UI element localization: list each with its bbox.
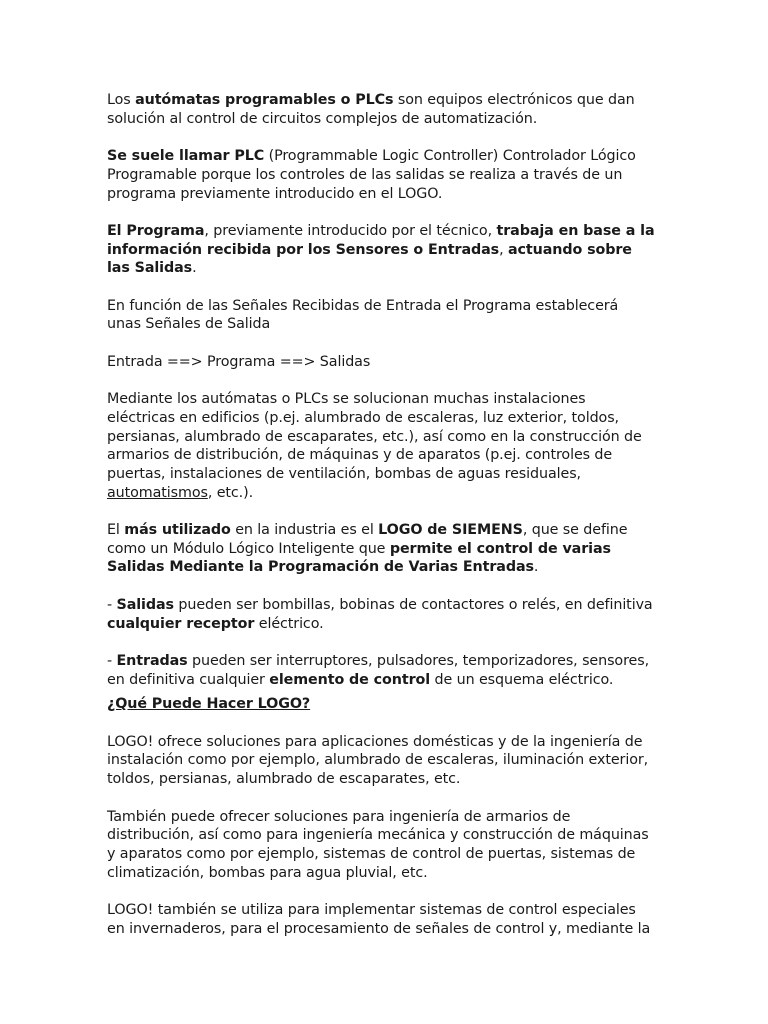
text: LOGO! también se utiliza para implementar sistemas de control especiales en invernaderos, para el procesamiento de señales de control y, mediante la [107, 902, 651, 937]
bold-text: actuando sobre las Salidas [107, 241, 632, 277]
paragraph-logo-siemens [107, 521, 655, 577]
text: pueden ser interruptores, pulsadores, temporizadores, sensores, en definitiva cualquier [107, 652, 650, 688]
bold-text: Entradas [116, 652, 188, 669]
bold-text: Se suele llamar PLC [107, 148, 265, 165]
text: son equipos electrónicos que dan solución al control de circuitos complejos de automatización. [107, 92, 635, 127]
text: Entrada ==> Programa ==> Salidas [107, 353, 371, 370]
paragraph-invernaderos [107, 901, 655, 938]
paragraph-senales [107, 297, 655, 334]
text: , que se define como un Módulo Lógico Inteligente que [107, 522, 628, 557]
bold-text: cualquier receptor [107, 615, 255, 632]
text: . [192, 260, 197, 277]
section-heading: ¿Qué Puede Hacer LOGO? [107, 696, 311, 713]
text: . [533, 559, 539, 576]
paragraph-plc-name [107, 147, 655, 203]
text: - [107, 596, 117, 613]
paragraph-salidas [107, 596, 655, 633]
text: Mediante los autómatas o PLCs se solucionan muchas instalaciones eléctricas en edificios (p.ej. alumbrado de escaleras, luz exterior, toldos, persianas, alumbrado de escaparates, etc.), así como en la construcción de armarios de distribución, de máquinas y de aparatos (p.ej. controles de puertas, instalaciones de ventilación, bombas de aguas residuales, [107, 391, 642, 482]
text: Los [107, 92, 136, 108]
bold-text: LOGO de SIEMENS [378, 522, 523, 539]
text: - [107, 652, 117, 669]
paragraph-tambien [107, 808, 655, 883]
document-body [107, 91, 655, 938]
paragraph-entradas [107, 652, 655, 689]
paragraph-instalaciones [107, 390, 655, 502]
paragraph-logo-soluciones [107, 733, 655, 789]
bold-text: permite el control de varias Salidas Mediante la Programación de Varias Entradas [107, 540, 611, 576]
text: pueden ser bombillas, bobinas de contactores o relés, en definitiva [173, 596, 653, 613]
bold-text: trabaja en base a la información recibida por los Sensores o Entradas [107, 222, 655, 258]
text: , etc.). [207, 484, 254, 501]
text: También puede ofrecer soluciones para ingeniería de armarios de distribución, así como para ingeniería mecánica y construcción de máquinas y aparatos como por ejemplo, sistemas de control de puertas, sistemas de climatización, bombas para agua pluvial, etc. [107, 808, 649, 881]
automatismos-link[interactable]: automatismos [107, 484, 208, 501]
text: , previamente introducido por el técnico, [204, 222, 497, 239]
text: eléctrico. [254, 615, 324, 632]
paragraph-intro [107, 91, 655, 128]
text: , [499, 241, 508, 258]
bold-text: autómatas programables o PLCs [135, 92, 394, 108]
text: En función de las Señales Recibidas de Entrada el Programa establecerá unas Señales de Salida [107, 297, 619, 333]
text: (Programmable Logic Controller) Controlador Lógico Programable porque los controles de las salidas se realiza a través de un programa previamente introducido en el LOGO. [107, 148, 636, 202]
paragraph-flow [107, 353, 655, 372]
text: LOGO! ofrece soluciones para aplicaciones domésticas y de la ingeniería de instalación como por ejemplo, alumbrado de escaleras, iluminación exterior, toldos, persianas, alumbrado de escaparates, etc. [107, 733, 649, 788]
text: en la industria es el [230, 522, 379, 539]
bold-text: El Programa [107, 222, 205, 239]
text: de un esquema eléctrico. [430, 671, 614, 688]
bold-text: elemento de control [269, 671, 431, 688]
text: El [107, 522, 125, 539]
bold-text: más utilizado [124, 522, 231, 539]
paragraph-programa [107, 222, 655, 278]
bold-text: Salidas [116, 596, 174, 613]
